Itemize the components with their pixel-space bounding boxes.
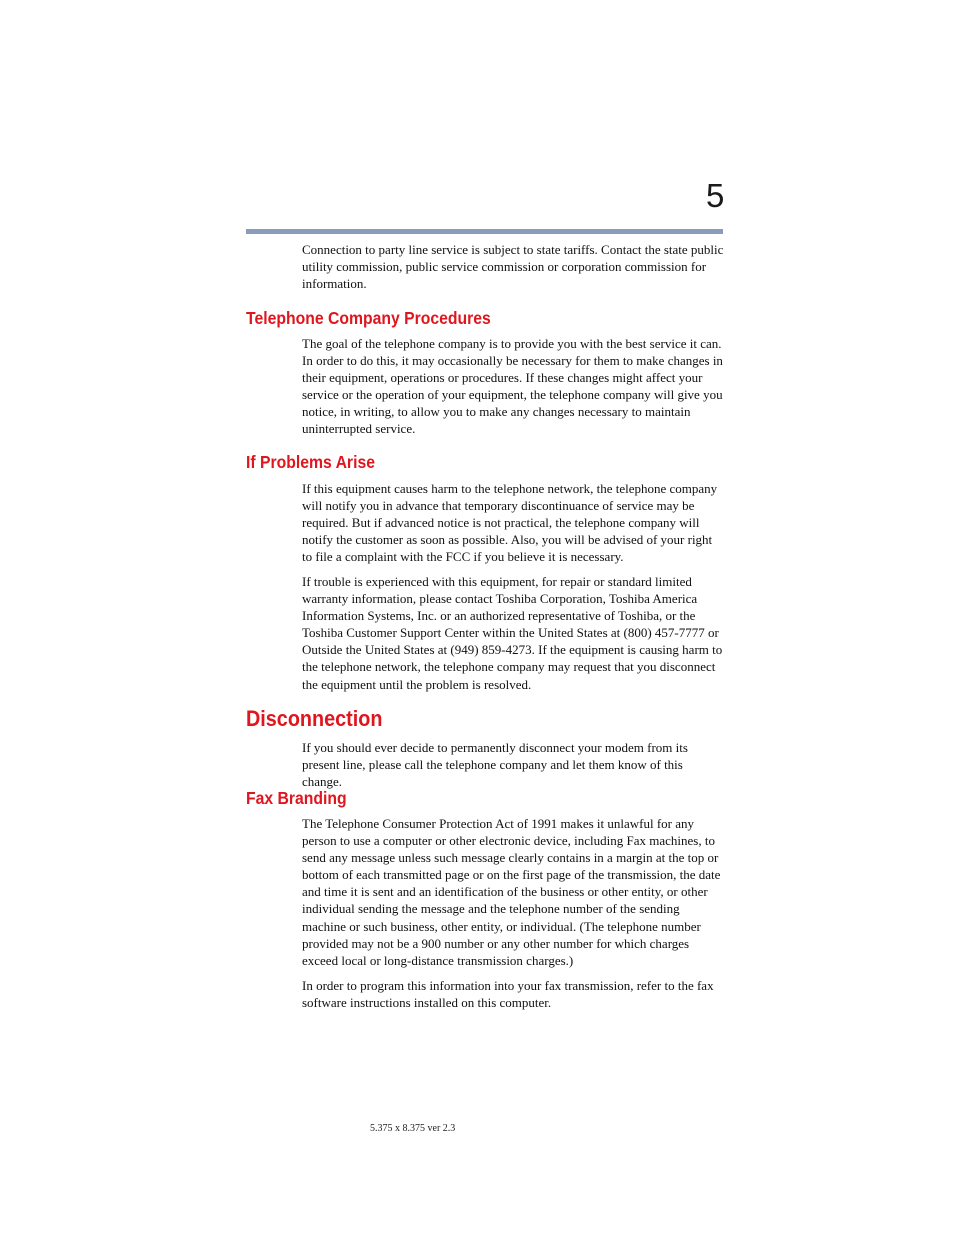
header-rule (246, 229, 723, 234)
disconnection-paragraph: If you should ever decide to permanently disconnect your modem from its present line, please call the telephone company and let them know of this change. (302, 740, 688, 790)
page-number: 5 (706, 177, 725, 214)
fax-paragraph-1: The Telephone Consumer Protection Act of 1991 makes it unlawful for any person to use a computer or other electronic device, including Fax machines, to send any message unless such message clearly contains in a margin at the top or bottom of each transmitted page or on the first page of the transmission, the date and time it is sent and an identification of the business or other entity, or other individual sending the message and the telephone number of the sending machine or such business, other entity, or individual. (The telephone number provided may not be a 900 number or any other number for which charges exceed local or long-distance transmission charges.) (302, 816, 721, 968)
heading-telephone-company-procedures: Telephone Company Procedures (246, 308, 491, 328)
fax-paragraph-2: In order to program this information into your fax transmission, refer to the fax software instructions installed on this computer. (302, 978, 714, 1011)
heading-fax-branding: Fax Branding (246, 788, 347, 808)
footer-version: 5.375 x 8.375 ver 2.3 (370, 1123, 456, 1134)
heading-disconnection: Disconnection (246, 706, 383, 731)
telephone-company-paragraph: The goal of the telephone company is to provide you with the best service it can. In order to do this, it may occasionally be necessary for them to make changes in their equipment, operations or procedures. If these changes might affect your service or the operation of your equipment, the telephone company will give you notice, in writing, to allow you to make any changes necessary to maintain uninterrupted service. (302, 336, 723, 437)
problems-paragraph-2: If trouble is experienced with this equipment, for repair or standard limited warranty information, please contact Toshiba Corporation, Toshiba America Information Systems, Inc. or an authorized representative of Toshiba, or the Toshiba Customer Support Center within the United States at (800) 457-7777 or Outside the United States at (949) 859-4273. If the equipment is causing harm to the telephone network, the telephone company may request that you disconnect the equipment until the problem is resolved. (302, 574, 723, 692)
heading-if-problems-arise: If Problems Arise (246, 452, 375, 472)
problems-paragraph-1: If this equipment causes harm to the telephone network, the telephone company will notify you in advance that temporary discontinuance of service may be required. But if advanced notice is not practical, the telephone company will notify the customer as soon as possible. Also, you will be advised of your right to file a complaint with the FCC if you believe it is necessary. (302, 481, 718, 565)
intro-paragraph: Connection to party line service is subject to state tariffs. Contact the state public utility commission, public service commission or corporation commission for information. (302, 242, 724, 292)
